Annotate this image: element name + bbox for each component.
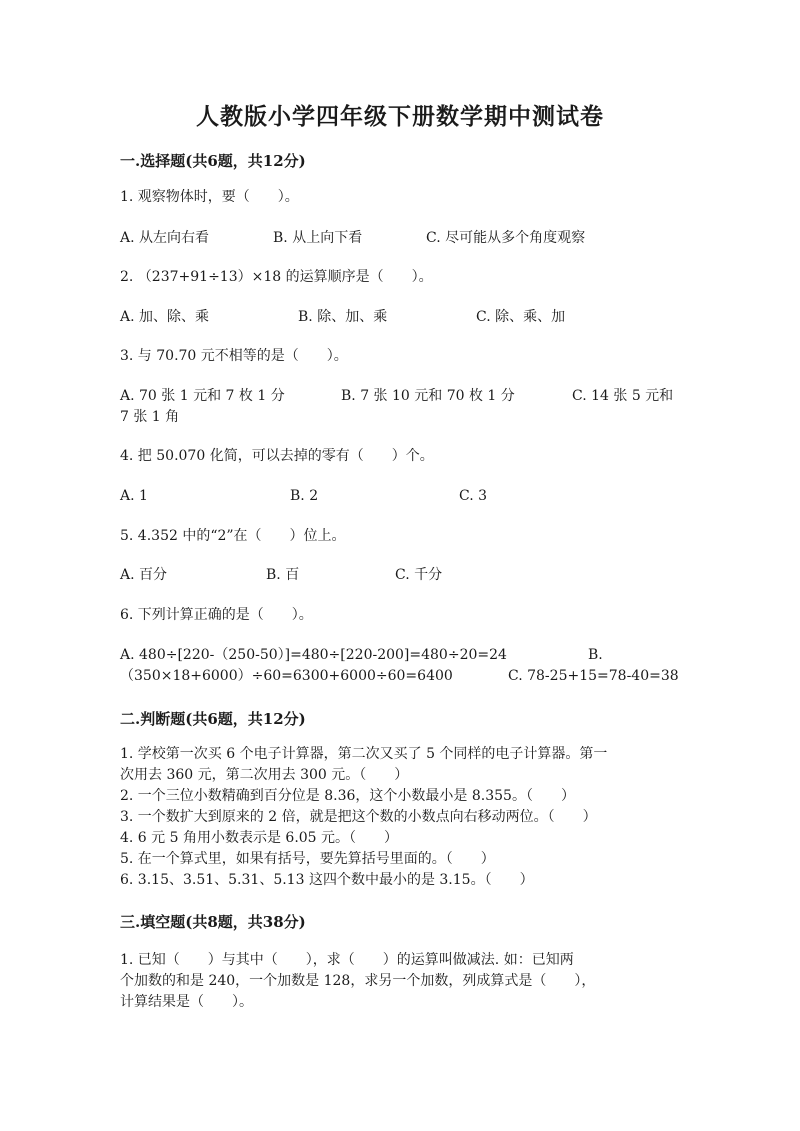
judgement-line: 6. 3.15、3.51、5.31、5.13 这四个数中最小的是 3.15。（ ） xyxy=(120,872,534,888)
page-title: 人教版小学四年级下册数学期中测试卷 xyxy=(196,103,604,130)
question-6: 6. 下列计算正确的是（ ）。 xyxy=(120,607,313,623)
question-3-option-c-continued: 7 张 1 角 xyxy=(120,409,180,425)
question-1-option-a: A. 从左向右看 xyxy=(120,230,210,246)
question-1-option-c: C. 尽可能从多个角度观察 xyxy=(426,230,586,246)
judgement-line: 2. 一个三位小数精确到百分位是 8.36，这个小数最小是 8.355。（ ） xyxy=(120,788,575,804)
judgement-line: 1. 学校第一次买 6 个电子计算器，第二次又买了 5 个同样的电子计算器。第一 xyxy=(120,746,608,762)
question-6-option-b-label: B. xyxy=(588,647,603,663)
judgement-line: 4. 6 元 5 角用小数表示是 6.05 元。（ ） xyxy=(120,830,399,846)
question-5-option-c: C. 千分 xyxy=(395,567,443,583)
section-heading-judgement: 二.判断题(共6题，共12分) xyxy=(120,710,306,728)
question-4-option-c: C. 3 xyxy=(459,488,488,504)
question-4-option-a: A. 1 xyxy=(120,488,148,504)
question-4: 4. 把 50.070 化简，可以去掉的零有（ ）个。 xyxy=(120,448,434,464)
question-2-option-b: B. 除、加、乘 xyxy=(298,309,388,325)
fill-blank-line: 1. 已知（ ）与其中（ ），求（ ）的运算叫做减法. 如：已知两 xyxy=(120,952,574,968)
question-4-option-b: B. 2 xyxy=(290,488,319,504)
question-5-option-a: A. 百分 xyxy=(120,567,168,583)
question-1-option-b: B. 从上向下看 xyxy=(273,230,363,246)
question-3: 3. 与 70.70 元不相等的是（ ）。 xyxy=(120,348,348,364)
question-2-option-c: C. 除、乘、加 xyxy=(476,309,566,325)
section-heading-fill-blank: 三.填空题(共8题，共38分) xyxy=(120,913,306,931)
judgement-line: 3. 一个数扩大到原来的 2 倍，就是把这个数的小数点向右移动两位。（ ） xyxy=(120,809,597,825)
question-6-option-c: C. 78-25+15=78-40=38 xyxy=(508,668,679,684)
fill-blank-line: 计算结果是（ ）。 xyxy=(120,994,253,1010)
question-3-option-a: A. 70 张 1 元和 7 枚 1 分 xyxy=(120,388,285,404)
fill-blank-line: 个加数的和是 240，一个加数是 128，求另一个加数，列成算式是（ ）， xyxy=(120,973,596,989)
judgement-line: 5. 在一个算式里，如果有括号，要先算括号里面的。（ ） xyxy=(120,851,495,867)
question-2: 2. （237+91÷13）×18 的运算顺序是（ ）。 xyxy=(120,269,433,285)
question-5: 5. 4.352 中的“2”在（ ）位上。 xyxy=(120,528,346,544)
question-2-option-a: A. 加、除、乘 xyxy=(120,309,210,325)
judgement-line: 次用去 360 元，第二次用去 300 元。（ ） xyxy=(120,767,409,783)
question-1: 1. 观察物体时，要（ ）。 xyxy=(120,189,299,205)
question-3-option-c: C. 14 张 5 元和 xyxy=(572,388,674,404)
question-6-option-b: （350×18+6000）÷60=6300+6000÷60=6400 xyxy=(120,668,453,684)
question-3-option-b: B. 7 张 10 元和 70 枚 1 分 xyxy=(341,388,515,404)
section-heading-choice: 一.选择题(共6题，共12分) xyxy=(120,152,306,170)
question-6-option-a: A. 480÷[220-（250-50）]=480÷[220-200]=480÷20=24 xyxy=(120,647,507,663)
question-5-option-b: B. 百 xyxy=(266,567,300,583)
